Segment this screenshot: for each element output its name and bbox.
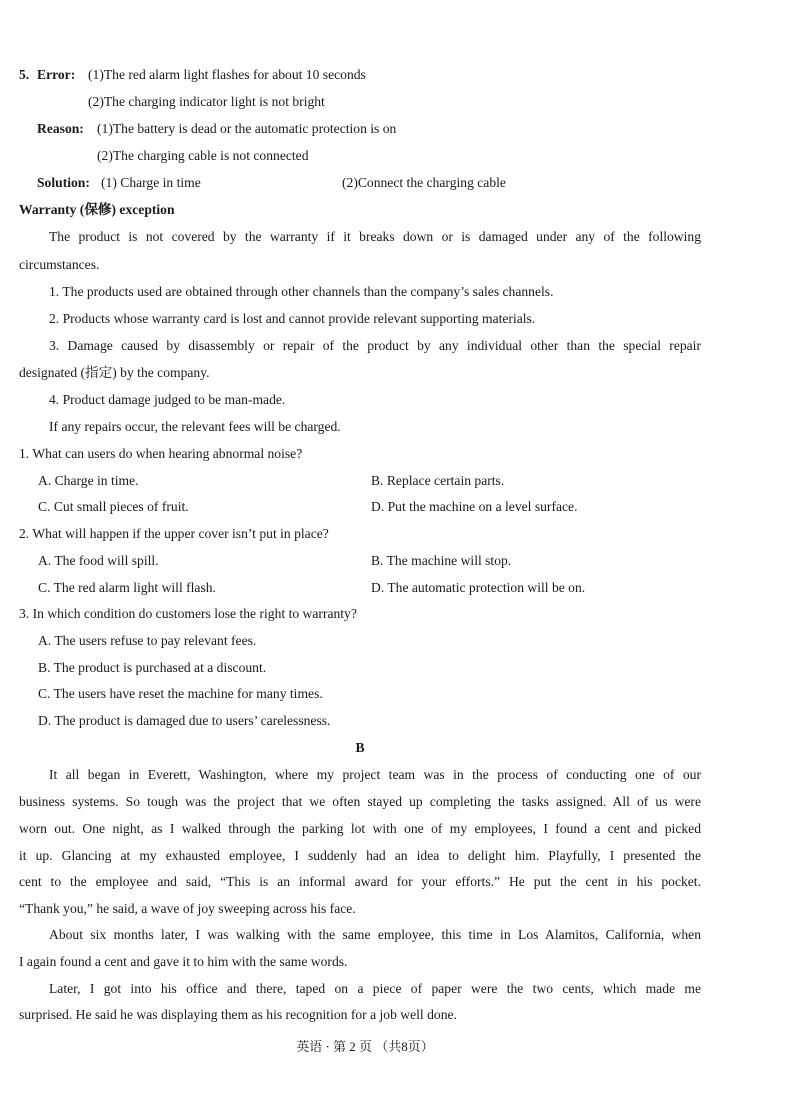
question-2-option-a: A. The food will spill. <box>38 553 159 568</box>
passage-b-p1-line-2: business systems. So tough was the project that we often stayed up completing the tasks assigned. All of us were <box>19 794 701 809</box>
passage-b-p1-line-4: it up. Glancing at my exhausted employee, I suddenly had an idea to delight him. Playfully, I presented the <box>19 848 701 863</box>
warranty-item-1: 1. The products used are obtained through other channels than the company’s sales channels. <box>49 284 554 299</box>
passage-b-p2-line-2: I again found a cent and gave it to him with the same words. <box>19 954 348 969</box>
question-1-option-c: C. Cut small pieces of fruit. <box>38 499 189 514</box>
warranty-intro-line-2: circumstances. <box>19 257 100 272</box>
reason-label: Reason: <box>37 121 84 136</box>
passage-b-p1-line-6: “Thank you,” he said, a wave of joy sweeping across his face. <box>19 901 356 916</box>
warranty-heading: Warranty (保修) exception <box>19 202 175 217</box>
question-2-stem: 2. What will happen if the upper cover isn’t put in place? <box>19 526 329 541</box>
solution-2: (2)Connect the charging cable <box>342 175 506 190</box>
passage-b-title: B <box>355 740 365 755</box>
error-label: Error: <box>37 67 76 82</box>
question-2-option-b: B. The machine will stop. <box>371 553 512 568</box>
passage-b-p1-line-5: cent to the employee and said, “This is an informal award for your efforts.” He put the cent in his pocket. <box>19 874 701 889</box>
warranty-intro-line-1: The product is not covered by the warranty if it breaks down or is damaged under any of the following <box>49 229 701 244</box>
item-number-5: 5. <box>19 67 30 82</box>
question-3-stem: 3. In which condition do customers lose the right to warranty? <box>19 606 357 621</box>
warranty-item-3-line-2: designated (指定) by the company. <box>19 365 210 380</box>
question-3-option-d: D. The product is damaged due to users’ carelessness. <box>38 713 331 728</box>
warranty-item-3-line-1: 3. Damage caused by disassembly or repair of the product by any individual other than the special repair <box>49 338 701 353</box>
question-2-option-d: D. The automatic protection will be on. <box>371 580 586 595</box>
warranty-item-2: 2. Products whose warranty card is lost and cannot provide relevant supporting materials. <box>49 311 536 326</box>
passage-b-p2-line-1: About six months later, I was walking with the same employee, this time in Los Alamitos, California, when <box>49 927 701 942</box>
question-3-option-c: C. The users have reset the machine for many times. <box>38 686 323 701</box>
passage-b-p3-line-1: Later, I got into his office and there, taped on a piece of paper were the two cents, which made me <box>49 981 701 996</box>
question-3-option-a: A. The users refuse to pay relevant fees. <box>38 633 257 648</box>
error-line-2: (2)The charging indicator light is not bright <box>88 94 325 109</box>
passage-b-p3-line-2: surprised. He said he was displaying them as his recognition for a job well done. <box>19 1007 457 1022</box>
question-2-option-c: C. The red alarm light will flash. <box>38 580 216 595</box>
question-3-option-b: B. The product is purchased at a discount. <box>38 660 267 675</box>
reason-line-1: (1)The battery is dead or the automatic protection is on <box>97 121 397 136</box>
error-line-1: (1)The red alarm light flashes for about 10 seconds <box>88 67 366 82</box>
solution-label: Solution: <box>37 175 90 190</box>
page-footer: 英语 · 第 2 页 （共8页） <box>296 1039 434 1054</box>
passage-b-p1-line-3: worn out. One night, as I walked through the parking lot with one of my employees, I found a cent and picked <box>19 821 701 836</box>
question-1-option-d: D. Put the machine on a level surface. <box>371 499 578 514</box>
solution-1: (1) Charge in time <box>101 175 201 190</box>
warranty-fees-note: If any repairs occur, the relevant fees will be charged. <box>49 419 341 434</box>
question-1-option-a: A. Charge in time. <box>38 473 139 488</box>
warranty-item-4: 4. Product damage judged to be man-made. <box>49 392 286 407</box>
question-1-stem: 1. What can users do when hearing abnormal noise? <box>19 446 303 461</box>
question-1-option-b: B. Replace certain parts. <box>371 473 505 488</box>
reason-line-2: (2)The charging cable is not connected <box>97 148 309 163</box>
passage-b-p1-line-1: It all began in Everett, Washington, where my project team was in the process of conducting one of our <box>49 767 701 782</box>
